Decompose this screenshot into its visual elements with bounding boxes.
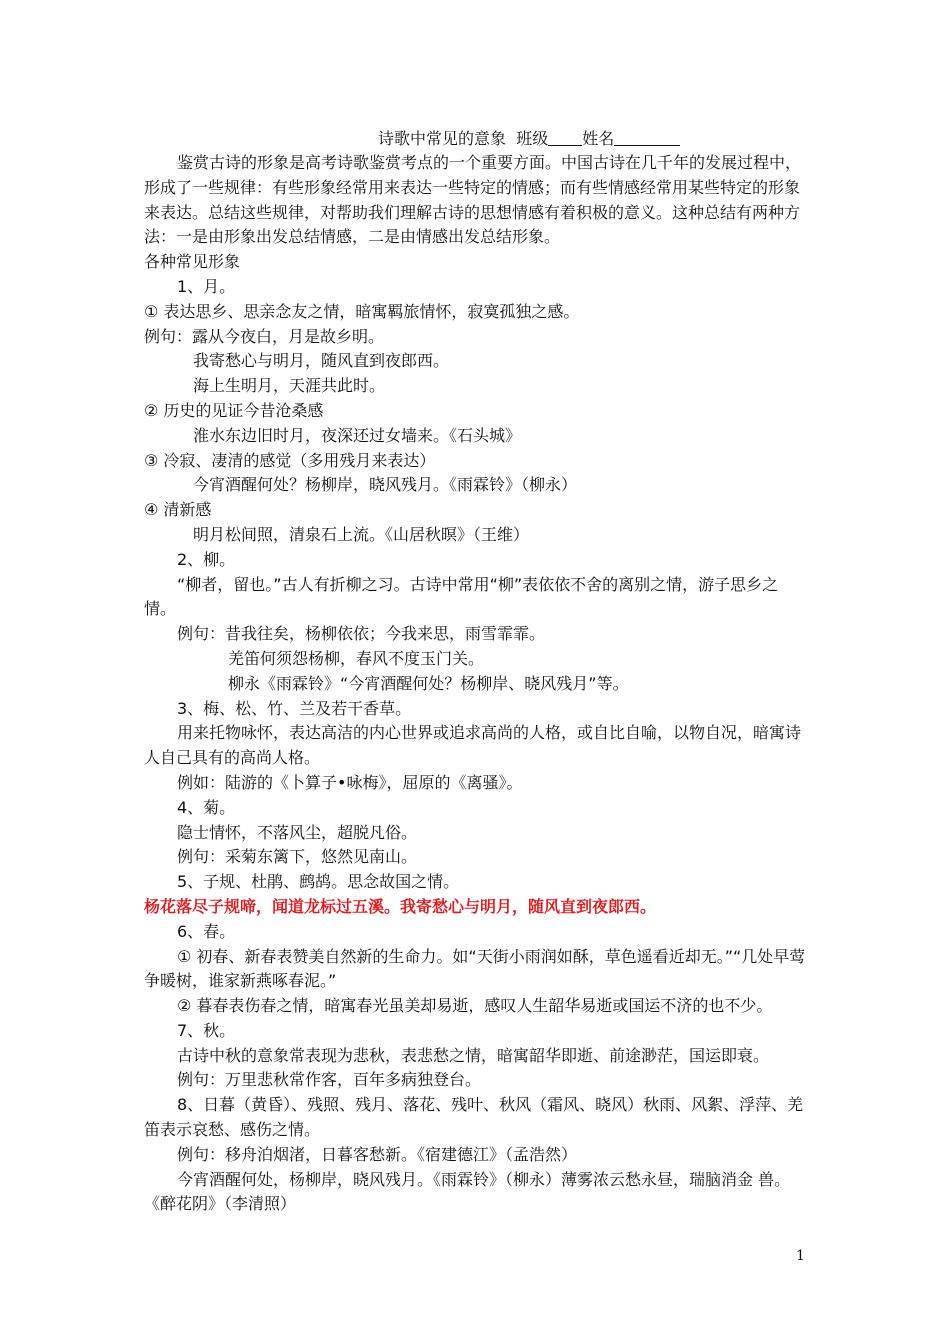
worksheet-title: [378, 126, 680, 149]
item-heading-autumn: 7、秋。: [177, 1020, 236, 1040]
class-label: 班级: [516, 129, 549, 148]
example-line: 今宵酒醒何处？杨柳岸，晓风残月。《雨霖铃》（柳永）: [193, 475, 578, 495]
chrysanthemum-text: 隐士情怀，不落风尘，超脱凡俗。: [177, 822, 418, 842]
example-line: 羌笛何须怨杨柳，春风不度玉门关。: [228, 648, 485, 668]
spring-point-2: ② 暮春表伤春之情，暗寓春光虽美却易逝，感叹人生韶华易逝或国运不济的也不少。: [177, 996, 773, 1016]
example-line: 柳永《雨霖铃》“今宵酒醒何处？杨柳岸、晓风残月”等。: [228, 673, 629, 693]
page-number: 1: [796, 1248, 805, 1264]
example-line: 淮水东边旧时月，夜深还过女墙来。《石头城》: [193, 425, 522, 445]
moon-point-3: ③ 冷寂、凄清的感觉（多用残月来表达）: [144, 450, 436, 470]
example-line: 例句：昔我往矣，杨柳依依；今我来思，雨雪霏霏。: [177, 624, 546, 644]
document-body: [144, 151, 810, 1217]
class-blank[interactable]: [548, 130, 582, 146]
name-blank[interactable]: [614, 130, 680, 146]
willow-paragraph: “柳者，留也。”古人有折柳之习。古诗中常用“柳”表依依不舍的离别之情，游子思乡之情。: [144, 574, 779, 619]
example-line: 今宵酒醒何处，杨柳岸，晓风残月。《雨霖铃》（柳永）薄雾浓云愁永昼，瑞脑消金 兽。《醉花阴》（李清照）: [144, 1169, 791, 1214]
example-line: 海上生明月，天涯共此时。: [193, 376, 386, 396]
spring-point-1: ① 初春、新春表赞美自然新的生命力。如“天街小雨润如酥，草色遥看近却无。”“几处早莺争暖树，谁家新燕啄春泥。”: [144, 946, 806, 991]
name-label: 姓名: [582, 129, 615, 148]
plum-pine-paragraph: 用来托物咏怀，表达高洁的内心世界或追求高尚的人格，或自比自喻，以物自况，暗寓诗人自己具有的高尚人格。: [144, 723, 802, 768]
moon-point-4: ④ 清新感: [144, 500, 212, 520]
item-heading-willow: 2、柳。: [177, 549, 236, 569]
example-line: 例句：采菊东篱下，悠然见南山。: [177, 847, 418, 867]
highlighted-example: 杨花落尽子规啼，闻道龙标过五溪。我寄愁心与明月，随风直到夜郎西。: [144, 896, 657, 916]
moon-point-1: ① 表达思乡、思亲念友之情，暗寓羁旅情怀，寂寞孤独之感。: [144, 301, 580, 321]
example-line: 例句：露从今夜白，月是故乡明。: [144, 326, 385, 346]
intro-paragraph: 鉴赏古诗的形象是高考诗歌鉴赏考点的一个重要方面。中国古诗在几千年的发展过程中，形成了一些规律：有些形象经常用来表达一些特定的情感；而有些情感经常用某些特定的形象来表达。总结这些规律，对帮助我们理解古诗的思想情感有着积极的意义。这种总结有两种方法：一是由形象出发总结情感，二是由情感出发总结形象。: [144, 153, 802, 247]
title-text: 诗歌中常见的意象: [378, 129, 507, 148]
item-heading-chrysanthemum: 4、菊。: [177, 797, 236, 817]
item-heading-spring: 6、春。: [177, 921, 236, 941]
section-heading: 各种常见形象: [144, 252, 241, 272]
example-line: 例如：陆游的《卜算子•咏梅》，屈原的《离骚》。: [177, 772, 523, 792]
item-heading-plum-pine: 3、梅、松、竹、兰及若干香草。: [177, 698, 412, 718]
item-heading-dusk: 8、日暮（黄昏）、残照、残月、落花、残叶、秋风（霜风、晓风）秋雨、风絮、浮萍、羌笛表示哀愁、感伤之情。: [144, 1095, 804, 1140]
example-line: 明月松间照，清泉石上流。《山居秋暝》（王维）: [193, 524, 530, 544]
example-line: 例句：移舟泊烟渚，日暮客愁新。《宿建德江》（孟浩然）: [177, 1144, 578, 1164]
example-line: 例句：万里悲秋常作客，百年多病独登台。: [177, 1070, 482, 1090]
moon-point-2: ② 历史的见证今昔沧桑感: [144, 400, 324, 420]
autumn-text: 古诗中秋的意象常表现为悲秋，表悲愁之情，暗寓韶华即逝、前途渺茫，国运即衰。: [177, 1045, 770, 1065]
item-heading-moon: 1、月。: [177, 276, 236, 296]
item-heading-cuckoo: 5、子规、杜鹃、鹧鸪。思念故国之情。: [177, 872, 460, 892]
example-line: 我寄愁心与明月，随风直到夜郎西。: [193, 351, 450, 371]
